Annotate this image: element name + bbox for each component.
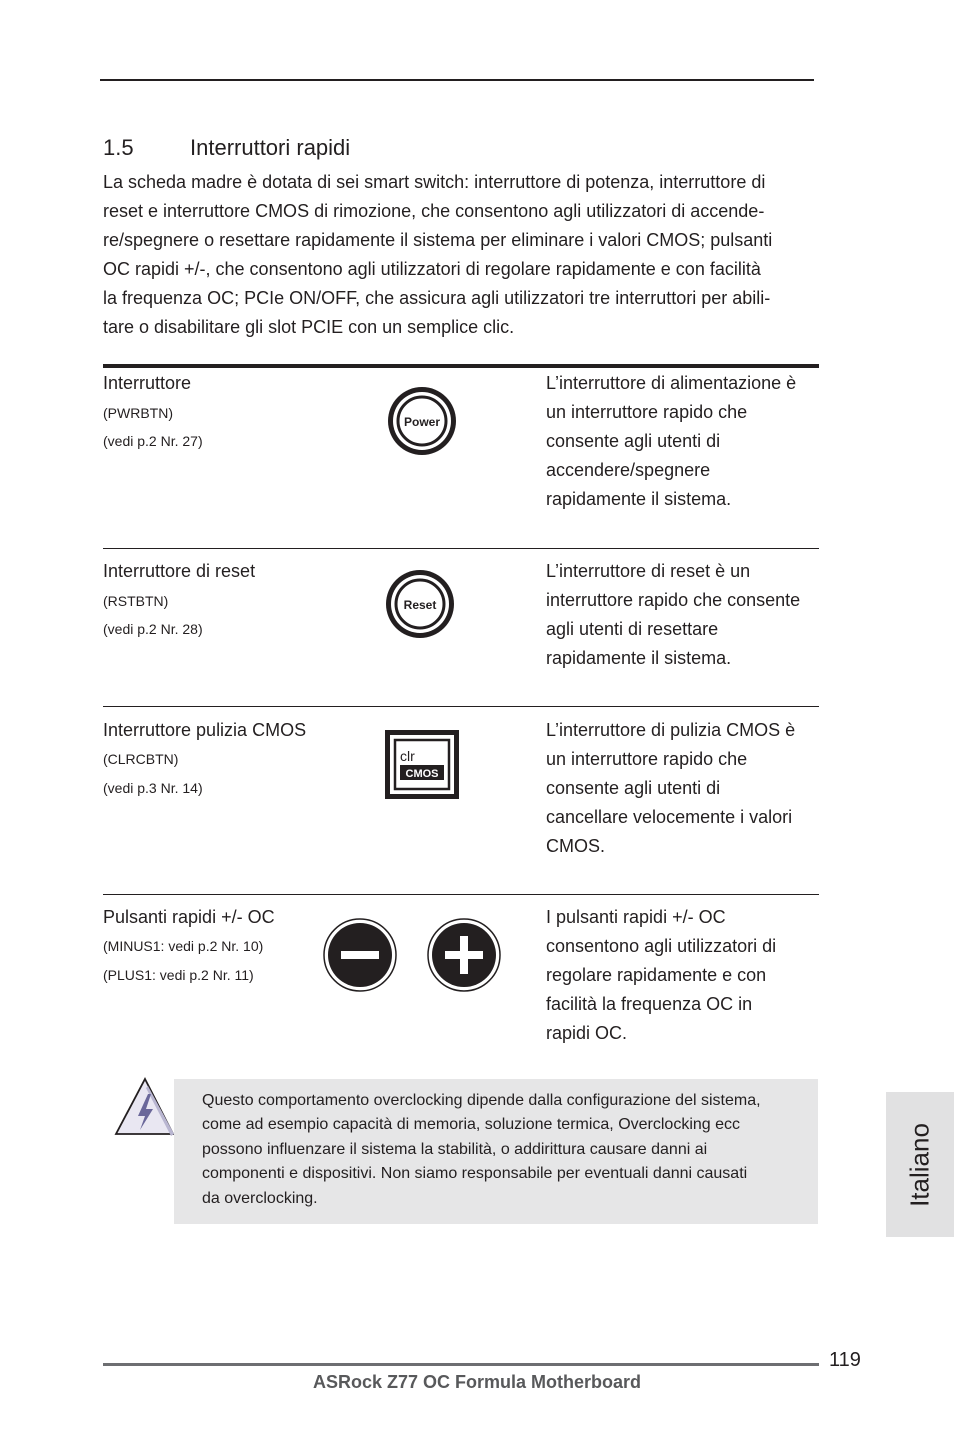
note-line: da overclocking. xyxy=(202,1189,318,1207)
svg-text:CMOS: CMOS xyxy=(405,768,439,780)
power-button-icon xyxy=(384,385,460,457)
item-meta: (CLRCBTN) xyxy=(103,751,179,767)
note-line: possono influenzare il sistema la stabilità, o addirittura causare danni ai xyxy=(202,1140,708,1158)
desc-line: rapidamente il sistema. xyxy=(546,648,732,668)
minus-button-icon xyxy=(322,918,398,992)
row-divider xyxy=(103,706,819,707)
item-name: Interruttore di reset xyxy=(103,561,256,581)
section-number: 1.5 xyxy=(103,135,134,160)
clear-cmos-button-icon xyxy=(385,730,459,799)
language-tab-label: Italiano xyxy=(904,1122,935,1207)
row-divider xyxy=(103,894,819,895)
desc-line: L’interruttore di pulizia CMOS è xyxy=(546,720,796,740)
item-meta: (vedi p.2 Nr. 27) xyxy=(103,433,203,449)
desc-line: interruttore rapido che consente xyxy=(546,590,801,610)
note-line: componenti e dispositivi. Non siamo responsabile per eventuali danni causati xyxy=(202,1165,748,1183)
svg-text:clr: clr xyxy=(400,748,415,764)
svg-text:Reset: Reset xyxy=(403,598,437,612)
intro-line: tare o disabilitare gli slot PCIE con un semplice clic. xyxy=(103,317,515,337)
item-meta: (PWRBTN) xyxy=(103,405,173,421)
desc-line: facilità la frequenza OC in xyxy=(546,994,753,1014)
language-tab xyxy=(886,1092,954,1237)
item-name: Interruttore xyxy=(103,373,192,393)
item-meta: (RSTBTN) xyxy=(103,593,169,609)
intro-line: OC rapidi +/-, che consentono agli utilizzatori di regolare rapidamente e con facilità xyxy=(103,259,761,279)
desc-line: un interruttore rapido che xyxy=(546,402,748,422)
item-meta: (vedi p.2 Nr. 28) xyxy=(103,621,203,637)
top-rule xyxy=(100,79,814,81)
note-line: Questo comportamento overclocking dipende dalla configurazione del sistema, xyxy=(202,1092,761,1109)
section-title: Interruttori rapidi xyxy=(190,135,351,160)
item-meta: (PLUS1: vedi p.2 Nr. 11) xyxy=(103,967,254,983)
item-description xyxy=(546,903,826,1048)
desc-line: agli utenti di resettare xyxy=(546,619,719,639)
intro-line: La scheda madre è dotata di sei smart switch: interruttore di potenza, interruttore di xyxy=(103,172,766,192)
item-description xyxy=(546,369,826,514)
plus-button-icon xyxy=(426,918,502,992)
reset-button-icon xyxy=(382,568,458,640)
intro-line: la frequenza OC; PCIe ON/OFF, che assicura agli utilizzatori tre interruttori per abili- xyxy=(103,288,771,308)
warning-note-text xyxy=(202,1089,802,1211)
desc-line: L’interruttore di reset è un xyxy=(546,561,751,581)
row-divider xyxy=(103,548,819,549)
desc-line: rapidamente il sistema. xyxy=(546,489,732,509)
page-number: 119 xyxy=(829,1349,861,1371)
item-description xyxy=(546,716,826,861)
desc-line: cancellare velocemente i valori xyxy=(546,807,793,827)
table-top-rule xyxy=(103,364,819,368)
intro-line: re/spegnere o resettare rapidamente il sistema per eliminare i valori CMOS; pulsanti xyxy=(103,230,773,250)
item-description xyxy=(546,557,826,673)
desc-line: rapidi OC. xyxy=(546,1023,628,1043)
warning-icon xyxy=(112,1076,176,1138)
intro-paragraph xyxy=(103,168,823,342)
intro-line: reset e interruttore CMOS di rimozione, che consentono agli utilizzatori di accende- xyxy=(103,201,765,221)
footer-title: ASRock Z77 OC Formula Motherboard xyxy=(312,1372,642,1392)
item-meta: (vedi p.3 Nr. 14) xyxy=(103,780,203,796)
desc-line: consentono agli utilizzatori di xyxy=(546,936,777,956)
desc-line: accendere/spegnere xyxy=(546,460,711,480)
desc-line: CMOS. xyxy=(546,836,606,856)
desc-line: I pulsanti rapidi +/- OC xyxy=(546,907,726,927)
footer-rule xyxy=(103,1363,819,1366)
note-line: come ad esempio capacità di memoria, soluzione termica, Overclocking ecc xyxy=(202,1116,741,1134)
desc-line: L’interruttore di alimentazione è xyxy=(546,373,797,393)
item-meta: (MINUS1: vedi p.2 Nr. 10) xyxy=(103,938,264,954)
svg-text:Power: Power xyxy=(403,415,441,429)
desc-line: consente agli utenti di xyxy=(546,431,721,451)
desc-line: consente agli utenti di xyxy=(546,778,721,798)
desc-line: regolare rapidamente e con xyxy=(546,965,767,985)
item-name: Interruttore pulizia CMOS xyxy=(103,720,307,740)
desc-line: un interruttore rapido che xyxy=(546,749,748,769)
item-name: Pulsanti rapidi +/- OC xyxy=(103,907,275,927)
